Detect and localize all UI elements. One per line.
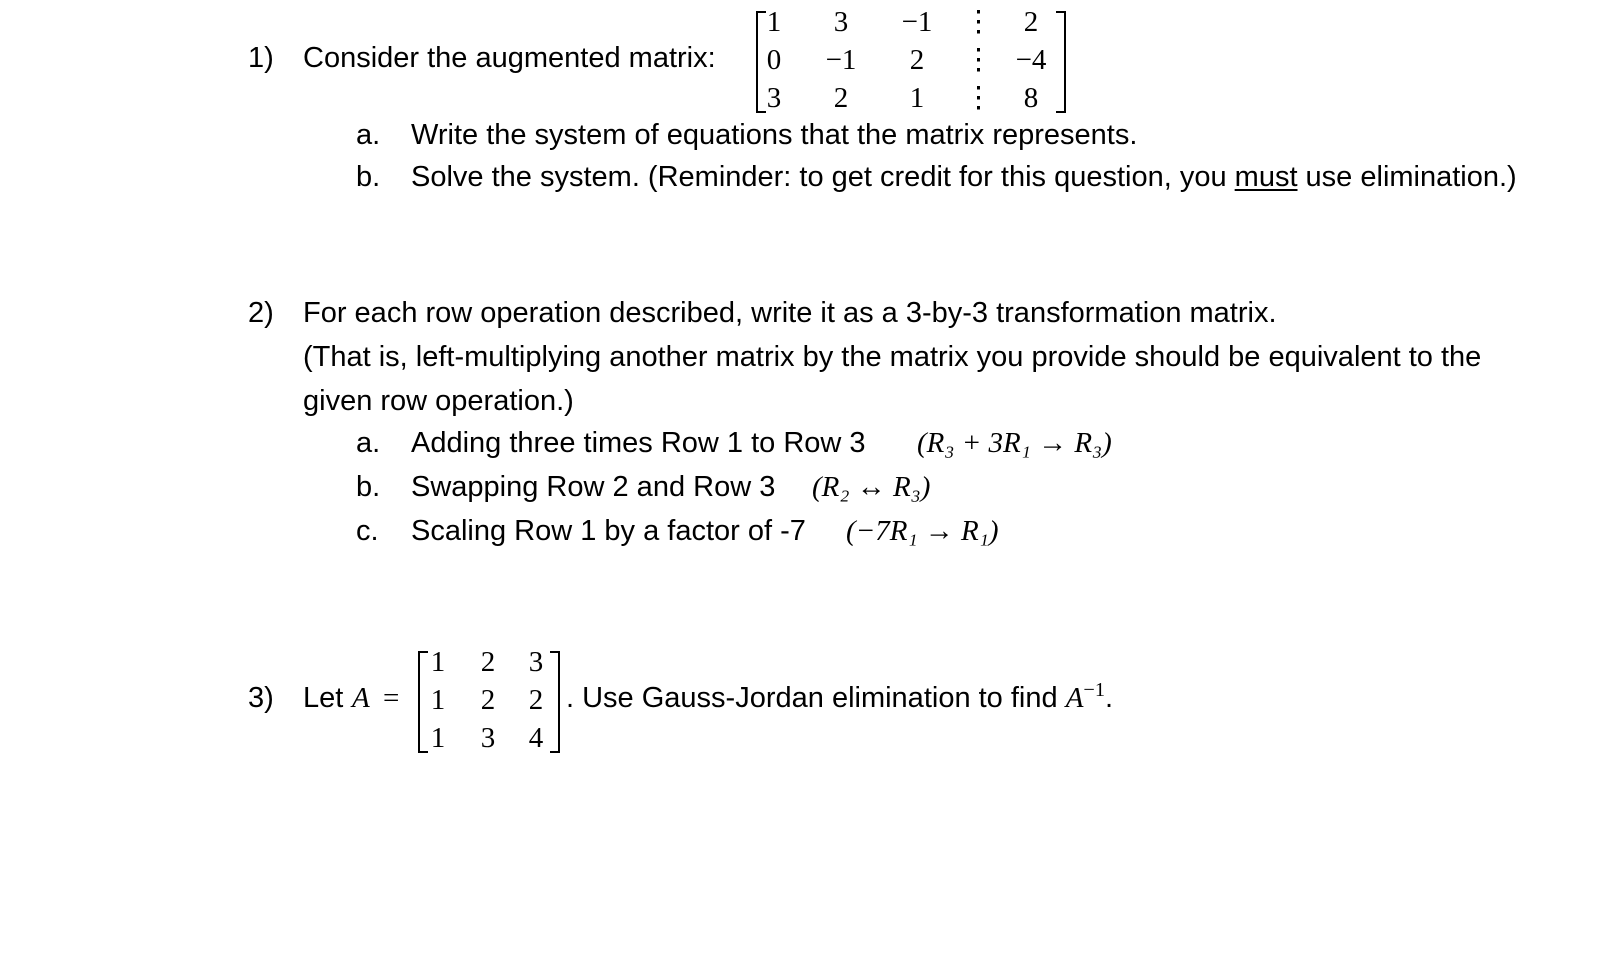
question-3-number: 3) [248, 682, 274, 714]
question-1-number: 1) [248, 42, 274, 74]
question-3-equals: = [383, 682, 400, 714]
question-2-part-c-text: Scaling Row 1 by a factor of -7 [411, 515, 806, 547]
question-3-text [566, 678, 1114, 715]
question-2-part-a-text: Adding three times Row 1 to Row 3 [411, 427, 866, 459]
right-bracket [550, 651, 560, 753]
right-bracket [1056, 11, 1066, 113]
matrix-a-cell-r2c3: 2 [528, 684, 544, 716]
question-3-inverse-exponent: −1 [1083, 678, 1105, 701]
matrix-cell-r1c1: 1 [766, 6, 782, 38]
matrix-a-cell-r1c1: 1 [430, 646, 446, 678]
question-2-part-c-label: c. [356, 515, 379, 547]
question-2-line-1: For each row operation described, write it as a 3-by-3 transformation matrix. [303, 297, 1277, 329]
matrix-a-cell-r3c3: 4 [528, 722, 544, 754]
question-2-line-3: given row operation.) [303, 385, 574, 417]
matrix-a-cell-r3c1: 1 [430, 722, 446, 754]
matrix-a-cell-r2c2: 2 [480, 684, 496, 716]
question-3-inverse-variable: A [1065, 682, 1084, 714]
matrix-cell-r2c2: −1 [825, 44, 857, 76]
emphasis-must: must [1234, 161, 1298, 193]
matrix-a-cell-r2c1: 1 [430, 684, 446, 716]
matrix-a-cell-r1c2: 2 [480, 646, 496, 678]
matrix-cell-r3c3: 1 [909, 82, 925, 114]
question-1-part-b-text [411, 160, 1517, 194]
matrix-cell-r1c4: 2 [1023, 6, 1039, 38]
question-3-instruction: . Use Gauss-Jordan elimination to find [566, 682, 1066, 714]
matrix-cell-r2c3: 2 [909, 44, 925, 76]
part-b-text-before: Solve the system. (Reminder: to get credit for this question, you [411, 161, 1235, 193]
matrix-cell-r3-separator: ⋮ [964, 82, 993, 114]
question-1-part-a-label: a. [356, 119, 381, 151]
question-2-part-b-text: Swapping Row 2 and Row 3 [411, 471, 776, 503]
matrix-cell-r3c4: 8 [1023, 82, 1039, 114]
question-2-part-a-label: a. [356, 427, 381, 459]
part-b-text-after: use elimination.) [1297, 161, 1517, 193]
question-2-line-2: (That is, left-multiplying another matrix by the matrix you provide should be equivalent to the [303, 341, 1482, 373]
question-2-part-c-notation: (−7R₁ → R₁) [846, 515, 999, 547]
matrix-cell-r2c4: −4 [1015, 44, 1047, 76]
question-3-period: . [1105, 682, 1114, 714]
question-3-variable: A [352, 682, 370, 714]
augmented-matrix [756, 3, 1072, 115]
matrix-a [418, 643, 566, 755]
question-1-part-b-label: b. [356, 161, 381, 193]
question-2-part-b-label: b. [356, 471, 381, 503]
matrix-cell-r2c1: 0 [766, 44, 782, 76]
question-1-part-a-text: Write the system of equations that the matrix represents. [411, 119, 1138, 151]
matrix-cell-r2-separator: ⋮ [964, 44, 993, 76]
question-2-number: 2) [248, 297, 274, 329]
question-2-part-a-notation: (R₃ + 3R₁ → R₃) [917, 427, 1112, 459]
question-1-prompt: Consider the augmented matrix: [303, 42, 716, 74]
question-2-part-b-notation: (R₂ ↔ R₃) [812, 471, 931, 503]
matrix-cell-r1c2: 3 [833, 6, 849, 38]
matrix-cell-r1-separator: ⋮ [964, 6, 993, 38]
matrix-a-cell-r1c3: 3 [528, 646, 544, 678]
matrix-cell-r1c3: −1 [901, 6, 933, 38]
matrix-cell-r3c2: 2 [833, 82, 849, 114]
matrix-a-cell-r3c2: 3 [480, 722, 496, 754]
question-3-let: Let [303, 682, 344, 714]
matrix-cell-r3c1: 3 [766, 82, 782, 114]
